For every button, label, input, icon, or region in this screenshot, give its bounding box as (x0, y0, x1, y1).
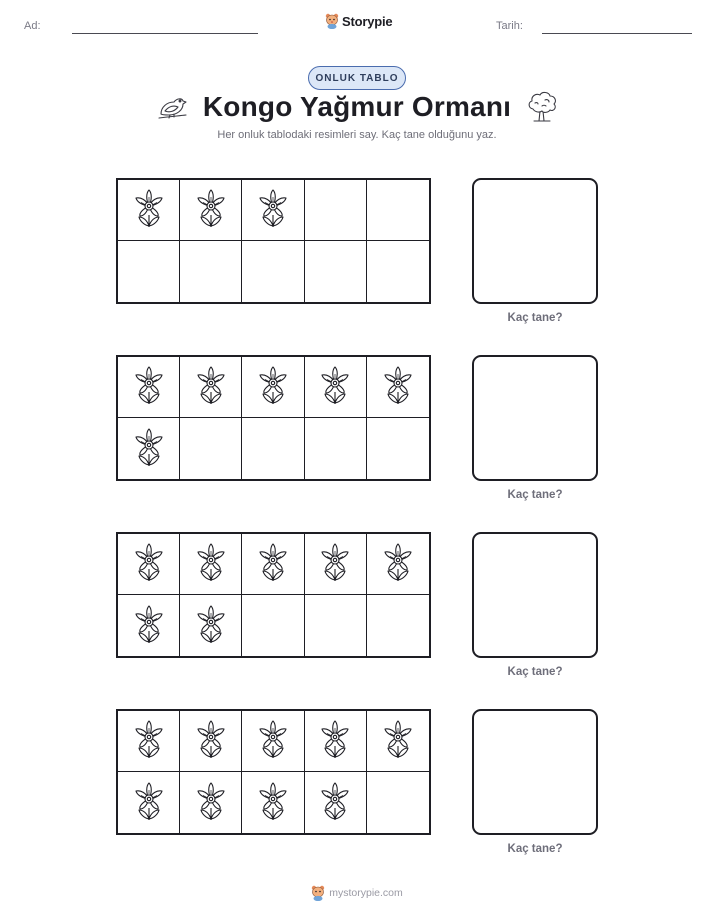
flower-icon (317, 541, 353, 587)
flower-icon (131, 603, 167, 649)
ten-frame-cell (118, 418, 180, 479)
name-line[interactable] (72, 33, 258, 34)
ten-frame-cell (305, 711, 367, 772)
flower-icon (380, 541, 416, 587)
ten-frame-cell (242, 357, 304, 418)
flower-icon (255, 718, 291, 764)
answer-box[interactable] (472, 709, 598, 835)
ten-frame-cell (180, 241, 242, 302)
flower-icon (317, 780, 353, 826)
ten-frame-cell (118, 772, 180, 833)
ten-frame (116, 532, 431, 658)
flower-icon (317, 364, 353, 410)
ten-frame (116, 355, 431, 481)
answer-label: Kaç tane? (507, 312, 563, 324)
answer-label: Kaç tane? (507, 843, 563, 855)
ten-frame (116, 178, 431, 304)
date-line[interactable] (542, 33, 692, 34)
flower-icon (131, 426, 167, 472)
ten-frame-cell (118, 357, 180, 418)
instructions: Her onluk tablodaki resimleri say. Kaç tane olduğunu yaz. (217, 129, 497, 141)
footer-site: mystorypie.com (329, 887, 403, 899)
ten-frame-cell (367, 772, 429, 833)
flower-icon (255, 364, 291, 410)
ten-frame-cell (180, 772, 242, 833)
ten-frame-cell (305, 772, 367, 833)
ten-frame-cell (305, 418, 367, 479)
ten-frame-cell (242, 180, 304, 241)
ten-frame-cell (242, 534, 304, 595)
answer-box[interactable] (472, 532, 598, 658)
storypie-mascot-icon (311, 885, 325, 901)
ten-frame-cell (180, 357, 242, 418)
ten-frame-cell (118, 534, 180, 595)
ten-frame-cell (305, 180, 367, 241)
title-row (0, 86, 714, 128)
name-label: Ad: (24, 20, 41, 32)
flower-icon (255, 780, 291, 826)
flower-icon (255, 541, 291, 587)
ten-frame-cell (118, 241, 180, 302)
flower-icon (317, 718, 353, 764)
ten-frame-cell (367, 180, 429, 241)
flower-icon (193, 780, 229, 826)
ten-frame-cell (305, 534, 367, 595)
ten-frame-cell (242, 418, 304, 479)
flower-icon (131, 780, 167, 826)
ten-frame-cell (367, 241, 429, 302)
page-title: Kongo Yağmur Ormanı (202, 91, 512, 122)
flower-icon (193, 718, 229, 764)
tree-icon (525, 90, 559, 124)
ten-frame-cell (367, 534, 429, 595)
flower-icon (131, 718, 167, 764)
storypie-mascot-icon (325, 13, 339, 29)
answer-box[interactable] (472, 178, 598, 304)
ten-frame-cell (180, 711, 242, 772)
flower-icon (131, 541, 167, 587)
ten-frame (116, 709, 431, 835)
ten-frame-cell (180, 418, 242, 479)
answer-box[interactable] (472, 355, 598, 481)
footer (0, 885, 714, 901)
ten-frame-cell (305, 357, 367, 418)
flower-icon (193, 603, 229, 649)
ten-frame-cell (367, 357, 429, 418)
ten-frame-cell (242, 711, 304, 772)
ten-frame-cell (305, 241, 367, 302)
ten-frame-cell (118, 180, 180, 241)
date-label: Tarih: (496, 20, 523, 32)
ten-frame-cell (242, 772, 304, 833)
answer-label: Kaç tane? (507, 489, 563, 501)
ten-frame-cell (367, 711, 429, 772)
flower-icon (255, 187, 291, 233)
flower-icon (380, 718, 416, 764)
flower-icon (193, 187, 229, 233)
worksheet-type-badge: ONLUK TABLO (308, 66, 406, 90)
flower-icon (131, 187, 167, 233)
ten-frame-cell (242, 595, 304, 656)
bird-icon (155, 90, 189, 124)
ten-frame-cell (118, 595, 180, 656)
ten-frame-cell (180, 534, 242, 595)
flower-icon (193, 541, 229, 587)
flower-icon (380, 364, 416, 410)
ten-frame-cell (367, 595, 429, 656)
ten-frame-cell (118, 711, 180, 772)
answer-label: Kaç tane? (507, 666, 563, 678)
ten-frame-cell (305, 595, 367, 656)
ten-frame-cell (242, 241, 304, 302)
storypie-logo (325, 13, 392, 29)
flower-icon (193, 364, 229, 410)
ten-frame-cell (180, 595, 242, 656)
ten-frame-cell (180, 180, 242, 241)
brand-name: Storypie (342, 13, 393, 29)
flower-icon (131, 364, 167, 410)
ten-frame-cell (367, 418, 429, 479)
